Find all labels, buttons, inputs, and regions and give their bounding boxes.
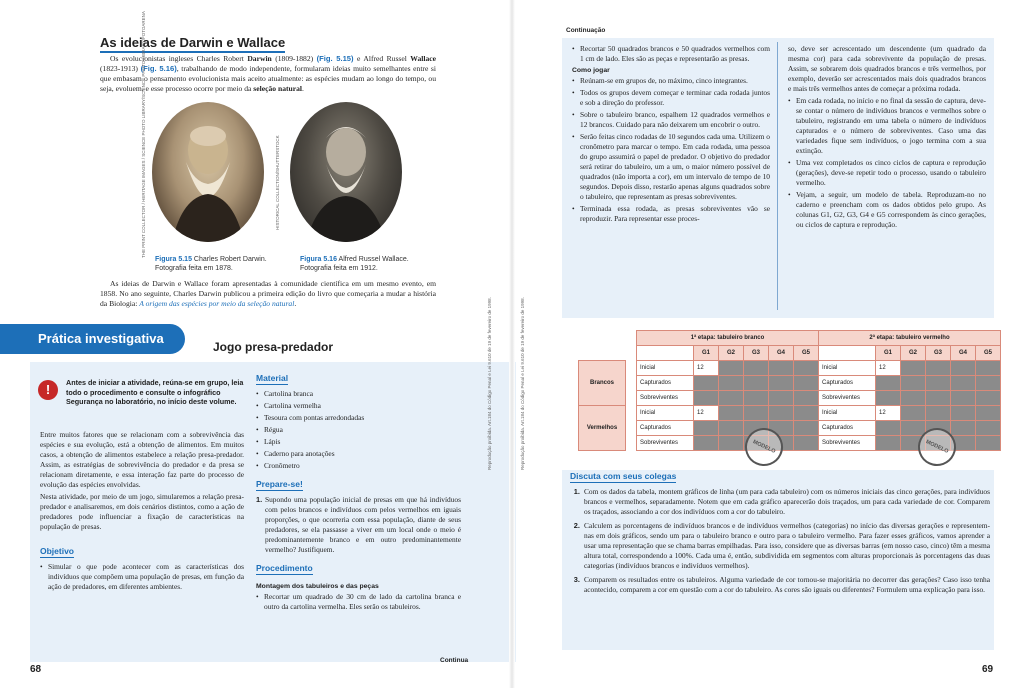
- intro-body-1: Entre muitos fatores que se relacionam com a sobrevivência das espécies e sua evolução, está a obtenção de alimentos. Em muitos casos, a obtenção de alimentos estabelece a relação presa-predador. Assim, as estratégias de sobrevivência do predador e da presa se relacionam diretamente, e essa interação faz parte do processo de evolução das espécies envolvidas.: [40, 430, 244, 489]
- step-item: • Reúnam-se em grupos de, no máximo, cinco integrantes.: [580, 76, 770, 86]
- blank-cell: [951, 406, 976, 421]
- blank-cell: [719, 361, 744, 376]
- blank-cell: [719, 406, 744, 421]
- intro-text: Os evolucionistas ingleses Charles Robert: [110, 54, 248, 63]
- darwin-name: Darwin: [247, 54, 272, 63]
- warning-text: Antes de iniciar a atividade, reúna-se em grupo, leia todo o procedimento e consulte o infográfico Segurança no laboratório, no início deste volume.: [66, 378, 244, 406]
- material-item: • Cartolina branca: [264, 389, 461, 399]
- gen-header: G3: [744, 346, 769, 361]
- recortar-item: • Recortar 50 quadrados brancos e 50 quadrados vermelhos com 1 cm de lado. Eles são as peças e representarão as presas.: [580, 44, 770, 64]
- stage1-header: 1ª etapa: tabuleiro branco: [637, 331, 819, 346]
- step-item: • Serão feitas cinco rodadas de 10 segundos cada uma. Utilizem o cronômetro para marcar o tempo. Em cada rodada, uma pessoa do grupo assumirá o papel de predador. O objetivo do predador será retirar do tabuleiro, um a um, o maior número possível de quadrados (não importa a cor), em um intervalo de tempo de 10 segundos. Depois disso, restarão apenas alguns quadrados sobre o tabuleiro, que representam as presas sobreviventes.: [580, 132, 770, 202]
- gen-header: G5: [794, 346, 819, 361]
- discuss-heading: Discuta com seus colegas: [570, 471, 677, 481]
- como-jogar-heading: Como jogar: [572, 67, 610, 74]
- intro-paragraph: [100, 54, 436, 94]
- row-label: Inicial: [819, 406, 876, 421]
- blank-cell: [794, 421, 819, 436]
- blank-cell: [719, 391, 744, 406]
- selecao-natural: seleção natural: [253, 84, 303, 93]
- group-label-brancos: Brancos: [579, 361, 626, 406]
- row-label: Inicial: [637, 361, 694, 376]
- row-label: Sobreviventes: [637, 436, 694, 451]
- page-number-left: 68: [30, 664, 42, 675]
- blank-cell: [951, 421, 976, 436]
- como-jogar-list-2: [788, 96, 986, 230]
- blank-cell: [694, 421, 719, 436]
- table-corner: [579, 346, 626, 361]
- material-heading: Material: [256, 373, 289, 383]
- step-item: • Terminada essa rodada, as presas sobreviventes vão se reproduzir. Para representar esse proces-: [580, 204, 770, 224]
- initial-value: 12: [694, 361, 719, 376]
- step-item: • Todos os grupos devem começar e terminar cada rodada juntos e sob a direção do professor.: [580, 88, 770, 108]
- gen-header: G4: [769, 346, 794, 361]
- blank-cell: [744, 406, 769, 421]
- material-item: • Régua: [264, 425, 461, 435]
- blank-cell: [976, 406, 1001, 421]
- paragraph-text: As ideias de Darwin e Wallace foram apresentadas à comunidade científica em um mesmo evento, em 1858. No ano seguinte, Charles Darwin publicou a primeira edição do livro que começaria a mudar a história da Biologia:: [100, 279, 436, 308]
- material-item: • Lápis: [264, 437, 461, 447]
- warning-icon: !: [38, 380, 58, 400]
- paragraph-text: .: [294, 299, 297, 308]
- question-text: Supondo uma população inicial de presas em que há indivíduos com pelos brancos e indivíduos com pelos vermelhos em iguais proporções, o que ocorreria com essa população, diante de seus predadores, se ela passasse a viver em um local onde o meio é predominantemente branco e em outro predominantemente vermelho? Justifiquem.: [265, 495, 461, 554]
- material-item: • Cartolina vermelha: [264, 401, 461, 411]
- material-item: • Caderno para anotações: [264, 449, 461, 459]
- discuss-question: 2. Calculem as porcentagens de indivíduos brancos e de indivíduos vermelhos (categorias) no início das diversas gerações e representem-nas em dois gráficos, sendo um para o tabuleiro branco e outro para o tabuleiro vermelho. Para fazer esses gráficos, vamos aprender a usar uma representação que se chama barras empilhadas. Para isso, considere que as diversas barras (em nosso caso, cinco) têm a mesma altura total, correspondendo a 100%. Cada uma é, então, subdividida em segmentos com alturas proporcionais às porcentagens das duas categorias (indivíduos brancos e indivíduos vermelhos).: [582, 521, 990, 571]
- blank-cell: [769, 361, 794, 376]
- blank-cell: [744, 361, 769, 376]
- row-label: Capturados: [637, 376, 694, 391]
- book-title: A origem das espécies por meio da seleção natural: [139, 299, 295, 308]
- row-label: Inicial: [637, 406, 694, 421]
- modelo-stamp: MODELO: [912, 422, 962, 472]
- gen-header: G4: [951, 346, 976, 361]
- safety-warning: [38, 378, 248, 407]
- spacer: [626, 421, 637, 436]
- right-column: [256, 370, 461, 614]
- blank-cell: [876, 436, 901, 451]
- intro-text: , trabalhando de modo independente, formularam ideias muito semelhantes entre si que embasam o pensamento evolucionista mais aceito atualmente: as espécies mudam ao longo do tempo, ou seja, evoluem, e esse processo ocorre por meio da: [100, 64, 436, 93]
- spacer: [626, 436, 637, 451]
- blank-cell: [794, 406, 819, 421]
- blank-cell: [926, 406, 951, 421]
- row-label: Capturados: [819, 376, 876, 391]
- initial-value: 12: [694, 406, 719, 421]
- gen-header: G1: [876, 346, 901, 361]
- figure-caption-5-16: [300, 255, 415, 273]
- copyright-note-left: Reprodução proibida. Art.184 do Código Penal e Lei 9.610 de 19 de fevereiro de 1998.: [487, 297, 492, 470]
- darwin-portrait: [152, 102, 264, 242]
- step-continuation: so, deve ser acrescentado um descendente (um quadrado da mesma cor) para cada sobrevivente da população de presas. Assim, se sobrarem dois quadrados brancos e três vermelhos, por exemplo, deverão ser acrescentados mais dois quadrados brancos e mais três vermelhos antes de começar a próxima rodada.: [788, 44, 986, 93]
- blank-cell: [769, 391, 794, 406]
- blank-cell: [794, 391, 819, 406]
- blank-cell: [926, 376, 951, 391]
- table-corner: [579, 331, 626, 346]
- blank-cell: [694, 436, 719, 451]
- wallace-image: [290, 102, 402, 242]
- blank-cell: [794, 376, 819, 391]
- blank-cell: [951, 391, 976, 406]
- blank-cell: [819, 346, 876, 361]
- blank-cell: [694, 376, 719, 391]
- intro-text: (1823-1913): [100, 64, 141, 73]
- blank-cell: [876, 421, 901, 436]
- blank-cell: [719, 421, 744, 436]
- blank-cell: [719, 436, 744, 451]
- blank-cell: [794, 361, 819, 376]
- wallace-portrait: [290, 102, 402, 242]
- blank-cell: [976, 376, 1001, 391]
- section-title: As ideias de Darwin e Wallace: [100, 35, 285, 53]
- question-number: 1.: [256, 495, 263, 504]
- step-item: • Vejam, a seguir, um modelo de tabela. Reproduzam-no no caderno e preencham com os dados obtidos pelo grupo. As colunas G1, G2, G3, G4 e G5 correspondem às cinco gerações, ou ciclos de captura e reprodução.: [796, 190, 986, 230]
- blank-cell: [719, 376, 744, 391]
- gutter: [509, 0, 515, 688]
- blank-cell: [901, 391, 926, 406]
- discuss-section: [570, 471, 990, 599]
- blank-cell: [951, 376, 976, 391]
- activity-title: Jogo presa-predador: [213, 340, 334, 354]
- photo-credit-darwin: THE PRINT COLLECTOR / HERITAGE IMAGES / SCIENCE PHOTO LIBRARY/SCIENCE PHOTO LIBRARY/FOTOARENA: [141, 11, 146, 258]
- procedimento-heading: Procedimento: [256, 563, 313, 573]
- objetivo-heading: Objetivo: [40, 546, 75, 556]
- table-corner: [626, 331, 637, 346]
- spacer: [626, 361, 637, 376]
- gen-header: G2: [901, 346, 926, 361]
- photo-credit-wallace: HISTORICAL COLLECTION/SHUTTERSTOCK: [275, 135, 280, 230]
- discuss-question: 3. Comparem os resultados entre os tabuleiros. Alguma variedade de cor tornou-se majoritária no decorrer das gerações? Caso isso tenha acontecido, comparem a cor em questão com a cor do tabuleiro. As cores são iguais ou diferentes? Formulem uma explicação para isso.: [582, 575, 990, 595]
- pratica-investigativa-banner: Prática investigativa: [0, 324, 185, 354]
- wallace-name: Wallace: [410, 54, 436, 63]
- caption-text: Charles Robert Darwin. Fotografia feita em 1878.: [155, 256, 267, 272]
- blank-cell: [637, 346, 694, 361]
- row-label: Inicial: [819, 361, 876, 376]
- page-number-right: 69: [982, 664, 994, 675]
- copyright-note-right: Reprodução proibida. Art.184 do Código Penal e Lei 9.610 de 19 de fevereiro de 1998.: [520, 297, 525, 470]
- initial-value: 12: [876, 361, 901, 376]
- intro-text: .: [302, 84, 304, 93]
- discuss-list: [570, 487, 990, 595]
- montagem-heading: Montagem dos tabuleiros e das peças: [256, 583, 379, 590]
- como-jogar-list: [572, 76, 770, 224]
- step-item: • Sobre o tabuleiro branco, espalhem 12 quadrados vermelhos e 12 brancos. Cuidado para não deixarem um encobrir o outro.: [580, 110, 770, 130]
- intro-text: e Alfred Russel: [353, 54, 411, 63]
- gen-header: G5: [976, 346, 1001, 361]
- blank-cell: [876, 376, 901, 391]
- blank-cell: [876, 391, 901, 406]
- modelo-stamp: MODELO: [739, 422, 789, 472]
- blank-cell: [744, 391, 769, 406]
- gen-header: G3: [926, 346, 951, 361]
- material-item: • Tesoura com pontas arredondadas: [264, 413, 461, 423]
- figure-label: Figura 5.15: [155, 256, 192, 263]
- discuss-question: 1. Com os dados da tabela, montem gráficos de linha (um para cada tabuleiro) com os números iniciais das cinco gerações, para indivíduos brancos e vermelhos, separadamente. Notem que em cada gráfico aparecerão dois traçados, um para cada variedade de cor. Comparem os traçados, associando a cor dos indivíduos com a cor do tabuleiro.: [582, 487, 990, 517]
- table-corner: [626, 346, 637, 361]
- left-column: [40, 430, 244, 594]
- figure-label: Figura 5.16: [300, 256, 337, 263]
- blank-cell: [976, 391, 1001, 406]
- row-label: Sobreviventes: [819, 391, 876, 406]
- row-label: Capturados: [637, 421, 694, 436]
- row-label: Capturados: [819, 421, 876, 436]
- blank-cell: [744, 376, 769, 391]
- procedure-column-2: [788, 44, 986, 232]
- spacer: [626, 376, 637, 391]
- fig-ref-5-16[interactable]: (Fig. 5.16): [140, 64, 177, 73]
- group-label-vermelhos: Vermelhos: [579, 406, 626, 451]
- blank-cell: [694, 391, 719, 406]
- fig-ref-5-15[interactable]: (Fig. 5.15): [316, 54, 354, 63]
- blank-cell: [951, 361, 976, 376]
- gen-header: G2: [719, 346, 744, 361]
- montagem-item: • Recortar um quadrado de 30 cm de lado da cartolina branca e outro da cartolina vermelha. Eles serão os tabuleiros.: [264, 592, 461, 612]
- blank-cell: [769, 376, 794, 391]
- continua-label: Continua: [440, 657, 469, 664]
- material-item: • Cronômetro: [264, 461, 461, 471]
- stage2-header: 2ª etapa: tabuleiro vermelho: [819, 331, 1001, 346]
- intro-text: (1809-1882): [271, 54, 317, 63]
- blank-cell: [794, 436, 819, 451]
- gen-header: G1: [694, 346, 719, 361]
- darwin-image: [152, 102, 264, 242]
- spacer: [626, 406, 637, 421]
- history-paragraph: [100, 279, 436, 309]
- continuacao-label: Continuação: [566, 27, 606, 34]
- prepare-heading: Prepare-se!: [256, 479, 303, 489]
- figure-caption-5-15: [155, 255, 275, 273]
- blank-cell: [976, 436, 1001, 451]
- row-label: Sobreviventes: [637, 391, 694, 406]
- blank-cell: [926, 361, 951, 376]
- spacer: [626, 391, 637, 406]
- step-item: • Uma vez completados os cinco ciclos de captura e reprodução (gerações), deve-se repetir todo o processo, usando o tabuleiro vermelho.: [796, 158, 986, 188]
- blank-cell: [976, 421, 1001, 436]
- procedure-column-1: [572, 44, 770, 226]
- blank-cell: [901, 376, 926, 391]
- blank-cell: [976, 361, 1001, 376]
- step-item: • Em cada rodada, no início e no final da sessão de captura, deve-se contar o número de indivíduos brancos e vermelhos sobre o tabuleiro, registrando em uma tabela o número de indivíduos capturados e o número de sobreviventes. Caso uma das variedades fique sem indivíduos, o jogo termina com a sua extinção.: [796, 96, 986, 156]
- row-label: Sobreviventes: [819, 436, 876, 451]
- prepare-question: [256, 495, 461, 555]
- caption-text: Alfred Russel Wallace. Fotografia feita em 1912.: [300, 256, 409, 272]
- blank-cell: [926, 391, 951, 406]
- column-divider: [777, 42, 778, 310]
- intro-body-2: Nesta atividade, por meio de um jogo, simularemos a relação presa-predador e analisaremos, em dois cenários distintos, como a ação de predadores pode influenciar a fixação de características na população de presas.: [40, 492, 244, 531]
- objetivo-item: • Simular o que pode acontecer com as características dos indivíduos que compõem uma população de presas, em função da ação de predadores, em diferentes ambientes.: [48, 562, 244, 592]
- blank-cell: [901, 361, 926, 376]
- blank-cell: [901, 406, 926, 421]
- initial-value: 12: [876, 406, 901, 421]
- material-list: [256, 389, 461, 471]
- blank-cell: [769, 406, 794, 421]
